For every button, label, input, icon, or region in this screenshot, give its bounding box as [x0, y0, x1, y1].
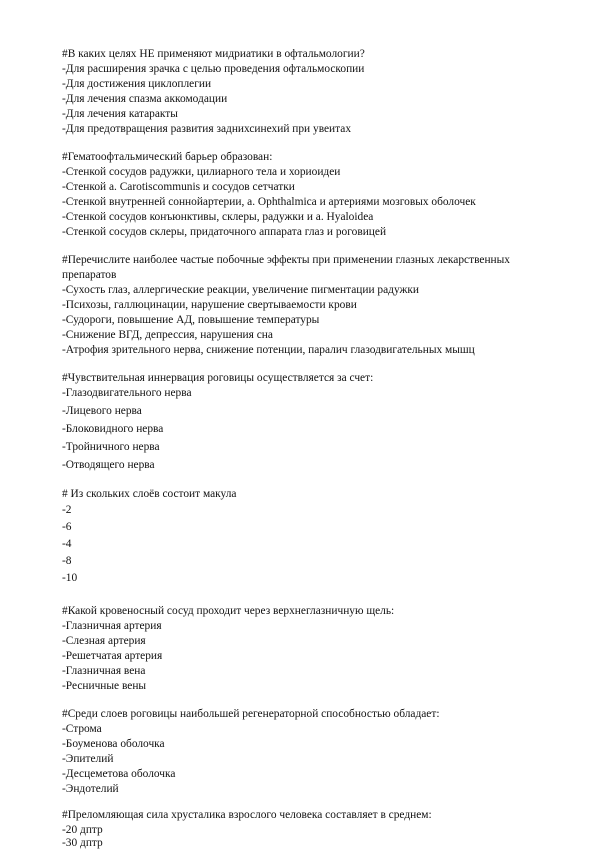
answer-option: -8	[62, 555, 72, 567]
answer-option: -Глазодвигательного нерва	[62, 387, 192, 399]
answer-option: -Лицевого нерва	[62, 405, 142, 417]
question-prompt: #Преломляющая сила хрусталика взрослого человека составляет в среднем:	[62, 809, 432, 821]
answer-option: -Атрофия зрительного нерва, снижение потенции, паралич глазодвигательных мышц	[62, 344, 475, 356]
answer-option: -Стенкой сосудов конъюнктивы, склеры, радужки и a. Hyaloidea	[62, 211, 374, 223]
answer-option: -Для лечения спазма аккомодации	[62, 93, 228, 105]
answer-option: -Для лечения катаракты	[62, 108, 178, 120]
answer-option: -10	[62, 572, 78, 584]
answer-option: -20 дптр	[62, 824, 103, 836]
answer-option: -Для расширения зрачка с целью проведения офтальмоскопии	[62, 63, 365, 75]
answer-option: -30 дптр	[62, 837, 103, 849]
answer-option: -Сухость глаз, аллергические реакции, увеличение пигментации радужки	[62, 284, 420, 296]
answer-option: -Глазничная артерия	[62, 620, 162, 632]
answer-option: -2	[62, 504, 72, 516]
answer-option: -Психозы, галлюцинации, нарушение свертываемости крови	[62, 299, 357, 311]
answer-option: -Тройничного нерва	[62, 441, 160, 453]
answer-option: -Стенкой сосудов радужки, цилиарного тела и хориоидеи	[62, 166, 341, 178]
answer-option: -Стенкой сосудов склеры, придаточного аппарата глаз и роговицей	[62, 226, 387, 238]
answer-option: -Решетчатая артерия	[62, 650, 163, 662]
question-prompt: #Перечислите наиболее частые побочные эффекты при применении глазных лекарственных	[62, 254, 510, 266]
answer-option: -Строма	[62, 723, 102, 735]
question-prompt: #Какой кровеносный сосуд проходит через верхнеглазничную щель:	[62, 605, 395, 617]
answer-option: -Судороги, повышение АД, повышение температуры	[62, 314, 320, 326]
answer-option: -4	[62, 538, 72, 550]
answer-option: -Боуменова оболочка	[62, 738, 165, 750]
answer-option: -Блоковидного нерва	[62, 423, 164, 435]
answer-option: -Снижение ВГД, депрессия, нарушения сна	[62, 329, 273, 341]
answer-option: -Десцеметова оболочка	[62, 768, 176, 780]
question-prompt: #Среди слоев роговицы наибольшей регенераторной способностью обладает:	[62, 708, 440, 720]
answer-option: -Отводящего нерва	[62, 459, 155, 471]
question-prompt: #Чувствительная иннервация роговицы осуществляется за счет:	[62, 372, 374, 384]
question-prompt-continuation: препаратов	[62, 269, 117, 281]
answer-option: -Для предотвращения развития заднихсинехий при увеитах	[62, 123, 352, 135]
answer-option: -Глазничная вена	[62, 665, 146, 677]
answer-option: -Слезная артерия	[62, 635, 146, 647]
answer-option: -Для достижения циклоплегии	[62, 78, 212, 90]
answer-option: -6	[62, 521, 72, 533]
answer-option: -Стенкой a. Carotiscommunis и сосудов сетчатки	[62, 181, 295, 193]
answer-option: -Эпителий	[62, 753, 114, 765]
question-prompt: #Гематоофтальмический барьер образован:	[62, 151, 273, 163]
answer-option: -Стенкой внутренней соннойартерии, а. Ophthalmica и артериями мозговых оболочек	[62, 196, 476, 208]
answer-option: -Эндотелий	[62, 783, 119, 795]
question-prompt: #В каких целях НЕ применяют мидриатики в офтальмологии?	[62, 48, 365, 60]
answer-option: -Ресничные вены	[62, 680, 147, 692]
question-prompt: # Из скольких слоёв состоит макула	[62, 488, 237, 500]
